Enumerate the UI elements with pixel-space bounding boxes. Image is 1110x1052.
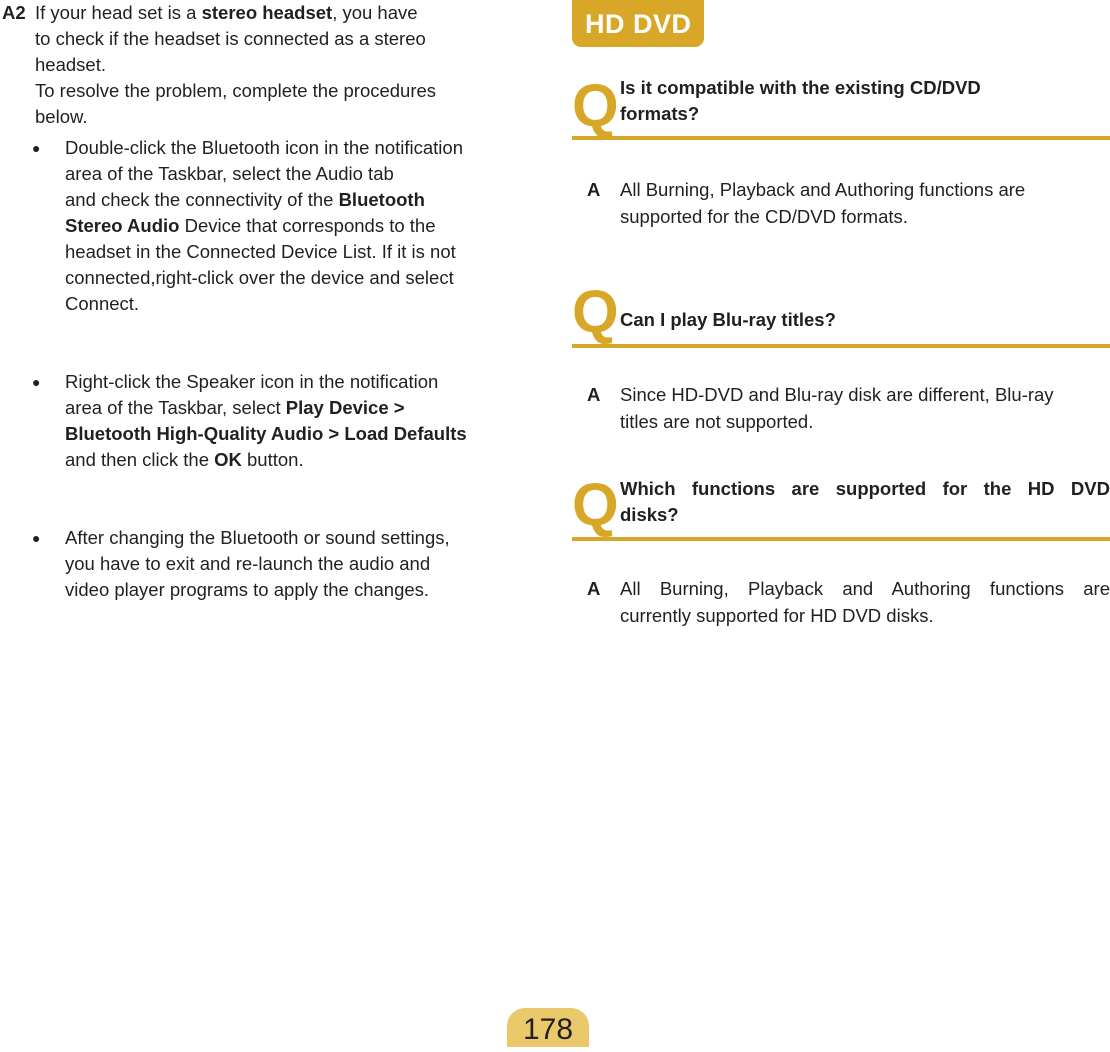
answer-3 bbox=[572, 575, 1110, 629]
bold-term: Bluetooth bbox=[338, 189, 425, 210]
bullet-dot-icon: ● bbox=[32, 140, 41, 156]
bullet-dot-icon: ● bbox=[32, 374, 41, 390]
text-line: area of the Taskbar, select the Audio tab bbox=[65, 163, 394, 184]
left-column bbox=[0, 0, 525, 603]
bold-term: Stereo Audio bbox=[65, 215, 180, 236]
text-line: below. bbox=[35, 106, 88, 127]
bold-term: stereo headset bbox=[201, 2, 333, 23]
bold-term: Play Device > bbox=[285, 397, 405, 418]
text-line: connected,right-click over the device and select bbox=[65, 267, 454, 288]
answer-letter: A bbox=[587, 578, 601, 599]
answer-letter: A bbox=[587, 384, 601, 405]
question-text bbox=[620, 73, 1110, 127]
bullet-dot-icon: ● bbox=[32, 530, 41, 546]
bold-term: OK bbox=[214, 449, 242, 470]
q-letter-icon: Q bbox=[572, 278, 619, 345]
answer-letter: A bbox=[587, 179, 601, 200]
text: and check the connectivity of the bbox=[65, 189, 339, 210]
text-line: All Burning, Playback and Authoring functions are bbox=[620, 578, 1110, 599]
page-number: 178 bbox=[507, 1008, 589, 1047]
q-letter-icon: Q bbox=[572, 471, 619, 538]
text-line: Can I play Blu-ray titles? bbox=[620, 309, 836, 330]
answer-2 bbox=[572, 381, 1110, 435]
text-line: To resolve the problem, complete the procedures bbox=[35, 80, 437, 101]
answer-1 bbox=[572, 176, 1110, 230]
answer-text bbox=[620, 381, 1110, 435]
text: button. bbox=[241, 449, 304, 470]
text-line: currently supported for HD DVD disks. bbox=[620, 605, 934, 626]
bullet-item bbox=[32, 135, 525, 317]
section-title-badge: HD DVD bbox=[572, 0, 704, 47]
answer-a2 bbox=[0, 0, 525, 130]
right-column bbox=[572, 0, 1110, 629]
answer-text bbox=[620, 176, 1110, 230]
bullet-item bbox=[32, 525, 525, 603]
text-line: headset in the Connected Device List. If it is not bbox=[65, 241, 456, 262]
text-line: supported for the CD/DVD formats. bbox=[620, 206, 908, 227]
text: If your head set is a bbox=[35, 2, 202, 23]
answer-text bbox=[35, 0, 525, 130]
text-line: Right-click the Speaker icon in the notification bbox=[65, 371, 439, 392]
text: Device that corresponds to the bbox=[179, 215, 436, 236]
text: area of the Taskbar, select bbox=[65, 397, 286, 418]
text: and then click the bbox=[65, 449, 215, 470]
q-letter-icon: Q bbox=[572, 72, 619, 139]
text-line: video player programs to apply the changes. bbox=[65, 579, 430, 600]
question-1 bbox=[572, 73, 1110, 140]
question-text bbox=[620, 280, 1110, 333]
text-line: formats? bbox=[620, 103, 700, 124]
bullet-item bbox=[32, 369, 525, 473]
answer-text bbox=[620, 575, 1110, 629]
question-text bbox=[620, 473, 1110, 528]
text-line: to check if the headset is connected as a stereo bbox=[35, 28, 426, 49]
bold-term: Bluetooth High-Quality Audio > Load Defaults bbox=[65, 423, 467, 444]
text-line: All Burning, Playback and Authoring functions are bbox=[620, 179, 1026, 200]
text-line: titles are not supported. bbox=[620, 411, 814, 432]
text: , you have bbox=[332, 2, 418, 23]
answer-label: A2 bbox=[2, 2, 26, 23]
text-line: headset. bbox=[35, 54, 106, 75]
text-line: After changing the Bluetooth or sound settings, bbox=[65, 527, 450, 548]
text-line: Double-click the Bluetooth icon in the notification bbox=[65, 137, 463, 158]
text-line: Is it compatible with the existing CD/DVD bbox=[620, 77, 981, 98]
text-line: disks? bbox=[620, 504, 679, 525]
question-3 bbox=[572, 473, 1110, 541]
text-line: Since HD-DVD and Blu-ray disk are different, Blu-ray bbox=[620, 384, 1054, 405]
text-line: Connect. bbox=[65, 293, 140, 314]
text-line: you have to exit and re-launch the audio and bbox=[65, 553, 431, 574]
text-line: Which functions are supported for the HD DVD bbox=[620, 478, 1110, 499]
question-2 bbox=[572, 280, 1110, 348]
